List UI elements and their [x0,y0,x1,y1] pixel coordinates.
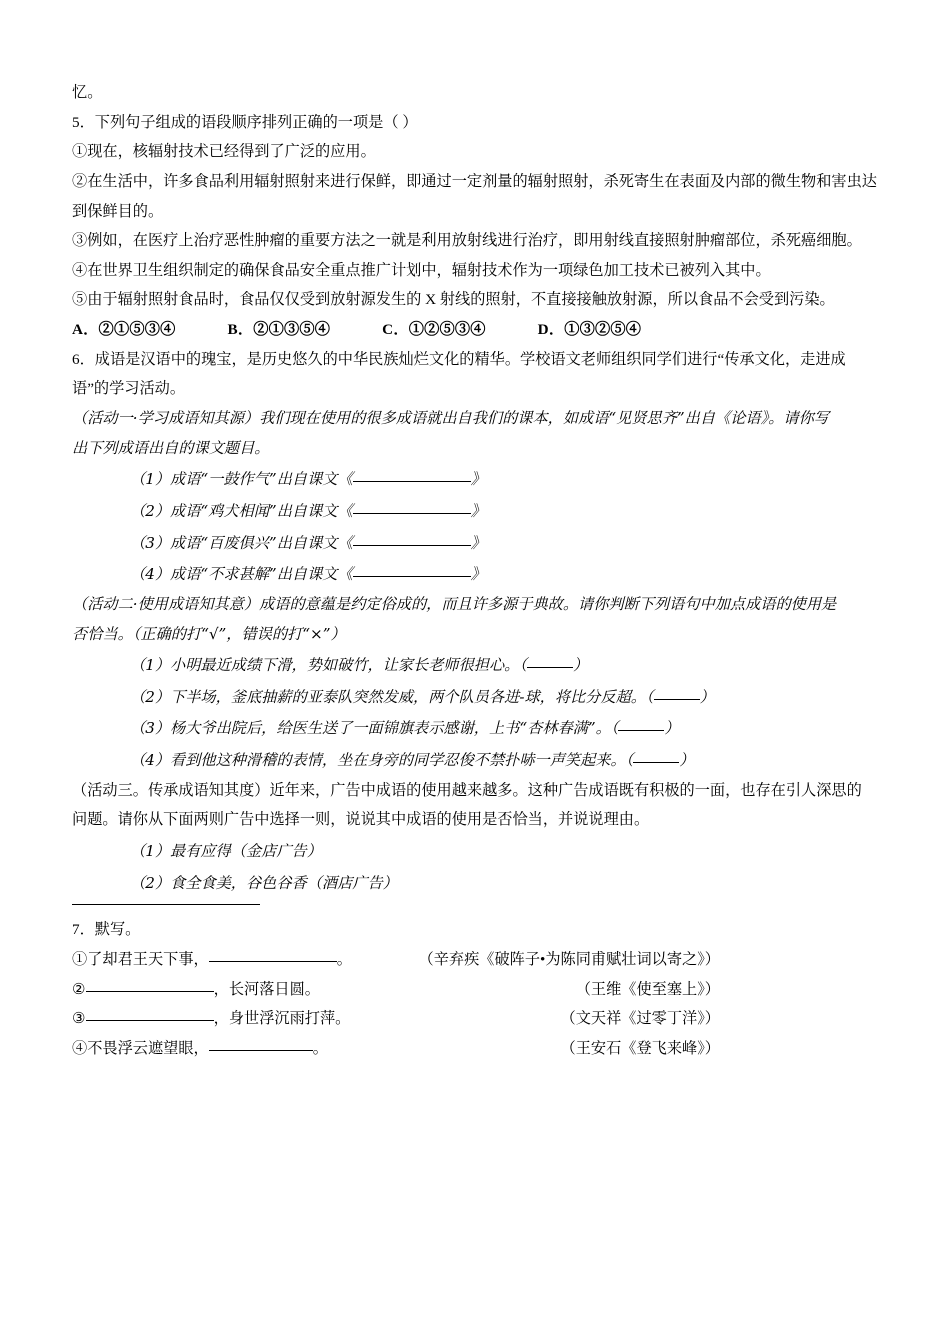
q7-item-4-after: 。 [312,1039,328,1057]
q5-item-1: ①现在，核辐射技术已经得到了广泛的应用。 [72,143,376,161]
answer-rule[interactable] [72,904,260,905]
q7-item-4-source: （王安石《登飞来峰》） [560,1039,720,1057]
q7-item-2-after: ，长河落日圆。 [213,980,320,998]
q5-option-d[interactable]: D．①③②⑤④ [537,321,642,339]
q6-a3-item-1: （1）最有应得（金店广告） [130,842,322,861]
question-5-stem: 5．下列句子组成的语段顺序排列正确的一项是（ ） [72,113,418,131]
q6-a2-item-3-tail: ） [664,719,680,738]
q6-a1-item-3-close: 》 [470,533,486,552]
document-body [72,78,878,1064]
q5-item-2: ②在生活中，许多食品利用辐射照射来进行保鲜，即通过一定剂量的辐射照射，杀死寄生在表面及内部的微生物和害虫达到保鲜目的。 [72,172,877,220]
q6-a2-item-4-answer-blank[interactable] [633,762,679,763]
q6-a2-item-2-tail: ） [699,687,715,706]
q6-a2-item-1-tail: ） [572,656,589,675]
q7-item-2-source: （王维《使至塞上》） [575,980,720,998]
q5-item-3: ③例如，在医疗上治疗恶性肿瘤的重要方法之一就是利用放射线进行治疗，即用射线直接照射肿瘤部位，杀死癌细胞。 [72,232,862,250]
q6-activity-1-intro-line-2: 出下列成语出自的课文题目。 [72,438,270,457]
q6-a2-item-4-tail: ） [679,751,695,770]
q7-item-4-text [72,1034,328,1064]
q6-activity-2-intro-line-1: （活动二·使用成语知其意）成语的意蕴是约定俗成的，而且许多源于典故。请你判断下列语句中加点成语的使用是 [72,594,837,613]
q7-item-4-num: ④ [72,1039,88,1057]
q7-item-1 [72,945,878,975]
q7-item-4 [72,1034,878,1064]
question-7-stem: 7．默写。 [72,921,141,939]
q7-item-1-num: ① [72,950,88,968]
q6-a2-item-4-text: （4）看到他这种滑稽的表情，坐在身旁的同学忍俊不禁扑哧一声笑起来。（ [130,751,634,770]
q7-item-3 [72,1004,878,1034]
q7-item-2-num: ② [72,980,86,998]
q6-a2-item-2 [72,683,878,713]
q6-a1-item-3 [72,529,878,559]
question-6-stem-line-2: 语”的学习活动。 [72,380,186,398]
q7-item-3-text [72,1004,350,1034]
q6-a1-item-2-answer-blank[interactable] [353,513,471,514]
q6-activity-1-intro-line-1: （活动一·学习成语知其源）我们现在使用的很多成语就出自我们的课本，如成语“见贤思齐”出自《论语》。请你写 [72,409,829,428]
q6-a1-item-3-answer-blank[interactable] [353,545,471,546]
q6-a2-item-3-text: （3）杨大爷出院后，给医生送了一面锦旗表示感谢，上书“杏林春满”。（ [130,719,619,738]
q6-a2-item-3 [72,714,878,744]
q6-a1-item-4 [72,560,878,590]
q5-options [72,315,878,345]
q6-a1-item-1-close: 》 [470,470,486,489]
q6-activity-3-intro-line-2: 问题。请你从下面两则广告中选择一则，说说其中成语的使用是否恰当，并说说理由。 [72,811,650,829]
q7-item-2 [72,975,878,1005]
q6-a3-item-2: （2）食全食美，谷色谷香（酒店广告） [130,873,398,892]
q7-item-3-source: （文天祥《过零丁洋》） [560,1010,720,1028]
question-6-stem-line-1: 6．成语是汉语中的瑰宝，是历史悠久的中华民族灿烂文化的精华。学校语文老师组织同学们进行“传承文化，走进成 [72,350,846,368]
q7-item-4-before: 不畏浮云遮望眼， [87,1039,209,1057]
q5-option-a[interactable]: A．②①⑤③④ [72,321,176,339]
q6-a1-item-4-answer-blank[interactable] [353,576,471,577]
q7-item-3-answer-blank[interactable] [86,1020,214,1021]
q7-item-1-text [72,945,352,975]
q5-item-4: ④在世界卫生组织制定的确保食品安全重点推广计划中，辐射技术作为一项绿色加工技术已被列入其中。 [72,261,771,279]
q6-a1-item-1-answer-blank[interactable] [353,481,471,482]
q6-a2-item-2-text: （2）下半场，釜底抽薪的亚泰队突然发威，两个队员各进-球，将比分反超。（ [130,687,654,706]
q6-a2-item-4 [72,746,878,776]
q7-item-1-before: 了却君王天下事， [87,950,209,968]
q7-item-4-answer-blank[interactable] [209,1050,313,1051]
q5-option-c[interactable]: C．①②⑤③④ [382,321,486,339]
top-fragment: 忆。 [72,84,103,101]
q6-a1-item-1-label: （1）成语“一鼓作气”出自课文《 [130,470,353,489]
q6-activity-3-intro-line-1: （活动三。传承成语知其度）近年来，广告中成语的使用越来越多。这种广告成语既有积极的一面，也存在引人深思的 [72,781,862,799]
q6-a1-item-4-close: 》 [470,565,486,584]
q6-a2-item-1 [72,651,878,681]
q6-a1-item-3-label: （3）成语“百废俱兴”出自课文《 [130,533,353,552]
q7-item-1-after: 。 [336,950,352,968]
q7-item-2-answer-blank[interactable] [86,991,214,992]
q6-activity-2-intro-line-2: 否恰当。（正确的打“√”，错误的打“×”） [72,624,346,643]
q5-option-b[interactable]: B．②①③⑤④ [227,321,331,339]
q5-item-5: ⑤由于辐射照射食品时，食品仅仅受到放射源发生的 X 射线的照射，不直接接触放射源，所以食品不会受到污染。 [72,291,835,309]
q6-a1-item-2-close: 》 [470,501,486,520]
q7-item-3-after: ，身世浮沉雨打萍。 [213,1010,351,1028]
q6-a1-item-1 [72,465,878,495]
q7-item-1-answer-blank[interactable] [209,961,337,962]
q6-a1-item-2-label: （2）成语“鸡犬相闻”出自课文《 [130,501,353,520]
q6-a2-item-1-answer-blank[interactable] [527,667,573,668]
q6-a1-item-2 [72,497,878,527]
q7-item-1-source: （辛弃疾《破阵子•为陈同甫赋壮词以寄之》） [418,950,720,968]
q6-a2-item-2-answer-blank[interactable] [654,699,700,700]
q7-item-3-num: ③ [72,1010,86,1028]
q6-a2-item-3-answer-blank[interactable] [618,730,664,731]
q6-a2-item-1-text: （1）小明最近成绩下滑，势如破竹，让家长老师很担心。（ [130,656,527,675]
q6-a1-item-4-label: （4）成语“不求甚解”出自课文《 [130,565,353,584]
q7-item-2-text [72,975,320,1005]
